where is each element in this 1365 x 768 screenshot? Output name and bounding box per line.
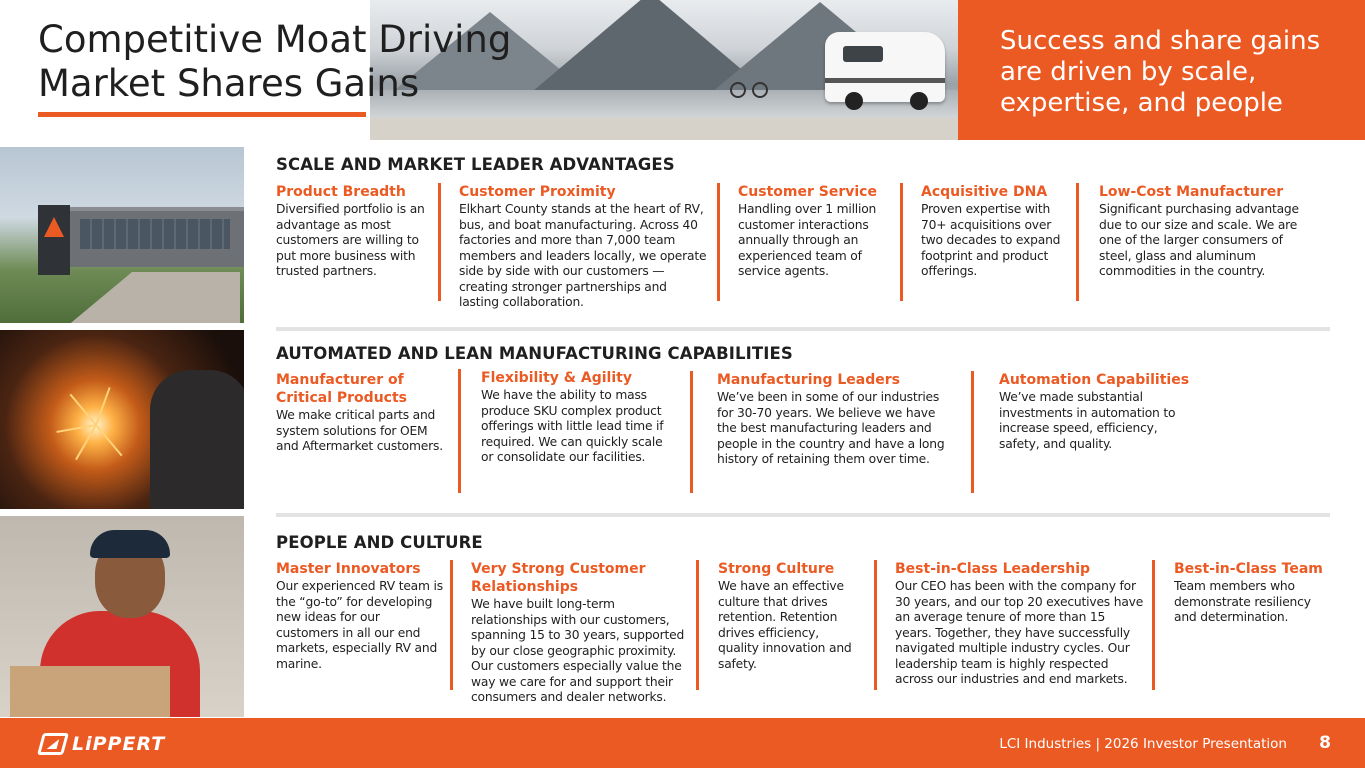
page-title-line1: Competitive Moat Driving <box>38 18 512 61</box>
bicycles <box>730 78 780 98</box>
column-title: Manufacturer of Critical Products <box>276 372 407 406</box>
lippert-logo <box>40 732 165 756</box>
page-number: 8 <box>1319 733 1331 753</box>
column-automation-capabilities <box>971 371 1191 452</box>
column-body: We have built long-term relationships with our customers, spanning 15 to 30 years, supported by our close geographic proximity. Our customers especially value the way we care for and support their consumers and dealer networks. <box>471 597 685 704</box>
rv-window <box>843 46 883 62</box>
column-body: Diversified portfolio is an advantage as most customers are willing to put more business with trusted partners. <box>276 202 425 278</box>
column-divider-bar <box>1076 183 1079 301</box>
column-body: We’ve been in some of our industries for 30-70 years. We believe we have the best manufacturing leaders and people in the country and have a long history of retaining them over time. <box>717 390 945 466</box>
column-body: Proven expertise with 70+ acquisitions over two decades to expand footprint and product offerings. <box>921 202 1061 278</box>
column-title: Product Breadth <box>276 184 406 200</box>
rv-camper <box>825 32 945 102</box>
section-heading-scale: SCALE AND MARKET LEADER ADVANTAGES <box>276 155 675 174</box>
welder-figure <box>150 370 244 509</box>
page-title-line2: Market Shares Gains <box>38 62 420 105</box>
tagline-text: Success and share gains are driven by scale, expertise, and people <box>1000 26 1321 118</box>
spark-shape <box>95 424 122 456</box>
column-divider-bar <box>900 183 903 301</box>
column-body: We’ve made substantial investments in automation to increase speed, efficiency, safety, and quality. <box>999 390 1176 451</box>
column-divider-bar <box>458 369 461 493</box>
column-title: Customer Proximity <box>459 184 616 200</box>
tagline-panel <box>958 0 1365 140</box>
team-member-photo <box>0 516 244 717</box>
monument-sign <box>38 205 70 275</box>
lippert-logo-text: LiPPERT <box>72 733 166 755</box>
lippert-logo-icon <box>37 733 69 755</box>
shore-shape <box>370 118 970 140</box>
column-body: Handling over 1 million customer interactions annually through an experienced team of service agents. <box>738 202 877 278</box>
column-divider-bar <box>874 560 877 690</box>
column-strong-culture <box>696 560 862 672</box>
column-body: Our experienced RV team is the “go-to” for developing new ideas for our customers in all our end markets, especially RV and marine. <box>276 579 443 671</box>
column-customer-relationships <box>450 560 690 706</box>
walkway-shape <box>60 272 240 323</box>
column-title: Acquisitive DNA <box>921 184 1048 200</box>
column-best-team <box>1152 560 1332 626</box>
column-acquisitive-dna <box>900 183 1070 280</box>
column-body: Significant purchasing advantage due to our size and scale. We are one of the larger consumers of steel, glass and aluminum commodities in the country. <box>1099 202 1299 278</box>
column-body: We make critical parts and system solutions for OEM and Aftermarket customers. <box>276 408 443 453</box>
rv-wheel <box>910 92 928 110</box>
headquarters-photo <box>0 147 244 323</box>
spark-shape <box>70 394 97 426</box>
column-title: Very Strong Customer Relationships <box>471 561 646 595</box>
column-body: We have an effective culture that drives retention. Retention drives efficiency, quality innovation and safety. <box>718 579 852 671</box>
section-divider <box>276 327 1330 331</box>
column-low-cost-manufacturer <box>1076 183 1306 280</box>
column-body: Our CEO has been with the company for 30 years, and our top 20 executives have an average tenure of more than 15 years. Together, they have successfully navigated multiple industry cycles. Our leadership team is highly respected across our industries and end markets. <box>895 579 1144 686</box>
column-divider-bar <box>971 371 974 493</box>
footer-presentation-label: LCI Industries | 2026 Investor Presentation <box>999 736 1287 752</box>
column-manufacturing-leaders <box>690 371 950 468</box>
footer-bar <box>0 718 1365 768</box>
column-divider-bar <box>1152 560 1155 690</box>
column-body: We have the ability to mass produce SKU complex product offerings with little lead time if required. We can quickly scale or consolidate our facilities. <box>481 388 664 464</box>
column-divider-bar <box>438 183 441 301</box>
column-body: Elkhart County stands at the heart of RV, bus, and boat manufacturing. Across 40 factories and more than 7,000 team members and leaders locally, we operate side by side with our customers — creating stronger partnerships and lasting collaboration. <box>459 202 707 309</box>
column-divider-bar <box>450 560 453 690</box>
page-title <box>38 18 578 106</box>
column-title: Automation Capabilities <box>999 372 1190 388</box>
column-best-leadership <box>874 560 1144 688</box>
rv-stripe <box>825 78 945 83</box>
column-title: Manufacturing Leaders <box>717 372 900 388</box>
column-title: Strong Culture <box>718 561 835 577</box>
column-master-innovators <box>276 560 444 672</box>
column-critical-products <box>276 371 452 455</box>
title-underline <box>38 112 366 117</box>
column-title: Customer Service <box>738 184 877 200</box>
column-divider-bar <box>696 560 699 690</box>
column-title: Flexibility & Agility <box>481 370 632 386</box>
column-customer-proximity <box>438 183 710 311</box>
column-product-breadth <box>276 183 436 280</box>
welding-photo <box>0 330 244 509</box>
column-customer-service <box>717 183 897 280</box>
spark-shape <box>75 425 97 461</box>
column-title: Master Innovators <box>276 561 421 577</box>
column-body: Team members who demonstrate resiliency and determination. <box>1174 579 1311 624</box>
column-flexibility-agility <box>458 369 678 466</box>
building-windows <box>80 219 230 249</box>
section-divider <box>276 513 1330 517</box>
column-title: Best-in-Class Leadership <box>895 561 1091 577</box>
column-title: Best-in-Class Team <box>1174 561 1323 577</box>
column-divider-bar <box>690 371 693 493</box>
section-heading-automated: AUTOMATED AND LEAN MANUFACTURING CAPABILITIES <box>276 344 793 363</box>
spark-shape <box>95 387 111 425</box>
section-heading-people: PEOPLE AND CULTURE <box>276 533 483 552</box>
cardboard-box <box>10 666 170 717</box>
column-title: Low-Cost Manufacturer <box>1099 184 1284 200</box>
column-divider-bar <box>717 183 720 301</box>
rv-wheel <box>845 92 863 110</box>
person-cap <box>90 530 170 558</box>
